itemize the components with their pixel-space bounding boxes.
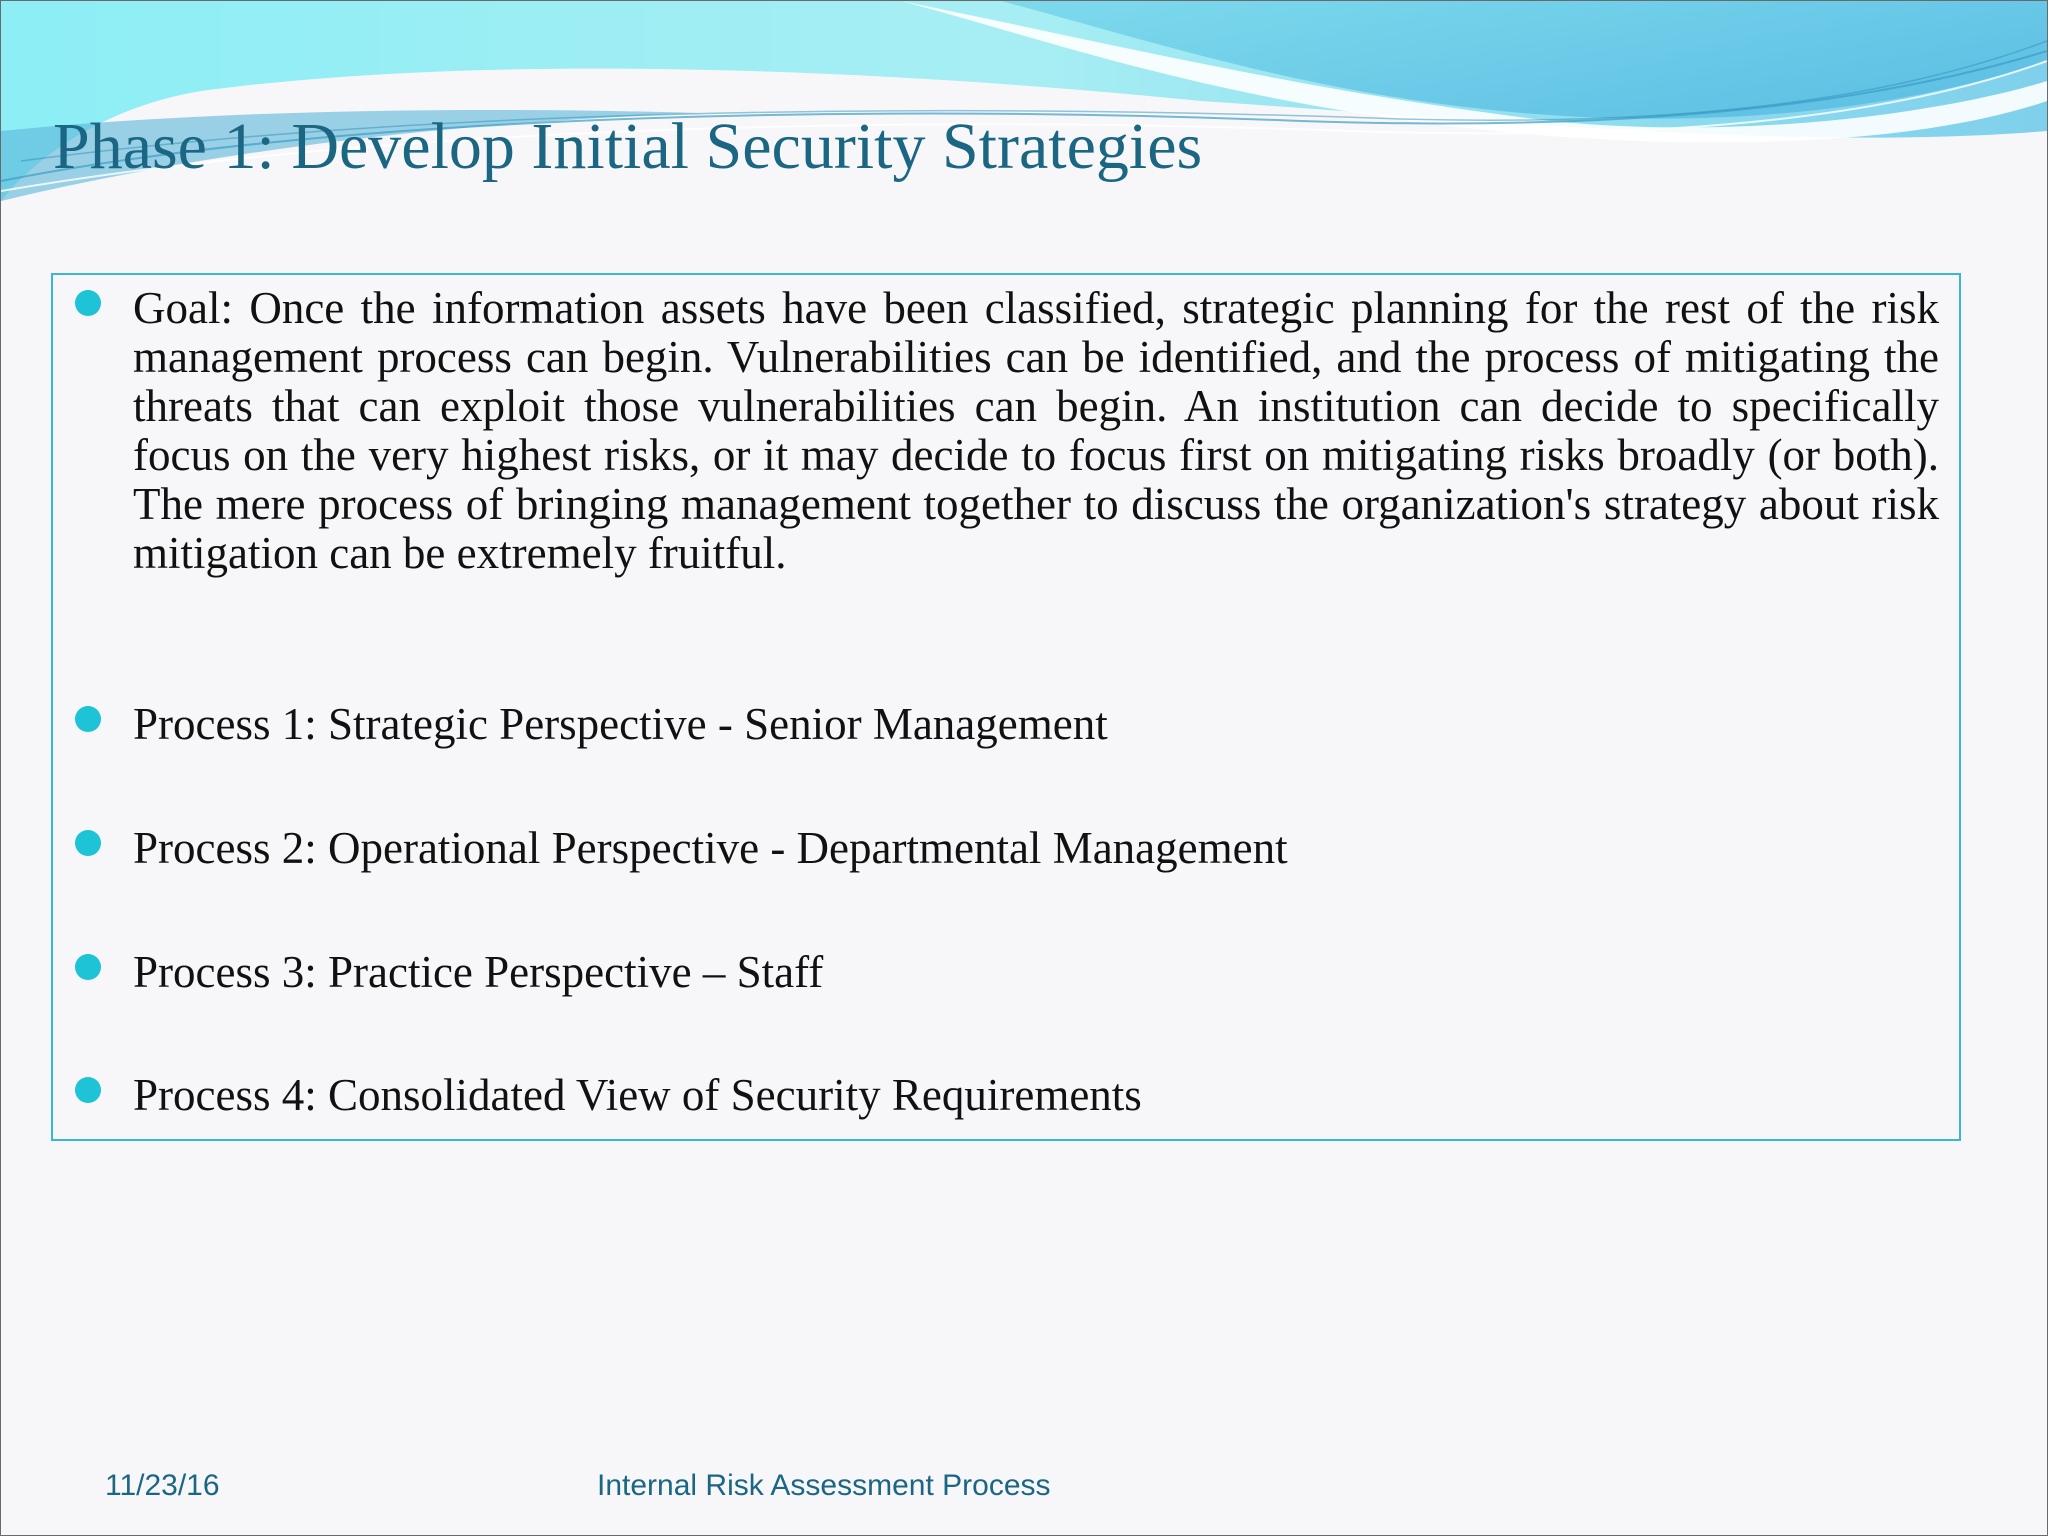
list-item-goal <box>83 284 1939 578</box>
process-4-text: Process 4: Consolidated View of Security Requirements <box>133 1070 1142 1120</box>
bullet-icon <box>75 1077 101 1103</box>
process-1-text: Process 1: Strategic Perspective - Senior Management <box>133 699 1108 749</box>
bullet-icon <box>75 954 101 980</box>
list-item-process-1 <box>83 696 1939 752</box>
bullet-icon <box>75 830 101 856</box>
bullet-icon <box>75 290 101 316</box>
process-3-text: Process 3: Practice Perspective – Staff <box>133 947 824 997</box>
bullet-icon <box>75 706 101 732</box>
goal-text: Goal: Once the information assets have been classified, strategic planning for the rest of the risk management process can begin. Vulnerabilities can be identified, and the process of mitigating the threats that can exploit those vulnerabilities can begin. An institution can decide to specifically focus on the very highest risks, or it may decide to focus first on mitigating risks broadly (or both). The mere process of bringing management together to discuss the organization's strategy about risk mitigation can be extremely fruitful. <box>133 283 1939 578</box>
process-2-text: Process 2: Operational Perspective - Departmental Management <box>133 823 1288 873</box>
list-item-process-3 <box>83 944 1939 1000</box>
footer-date: 11/23/16 <box>105 1469 220 1502</box>
footer-title: Internal Risk Assessment Process <box>597 1469 1051 1502</box>
list-item-process-2 <box>83 820 1939 876</box>
list-item-process-4 <box>83 1067 1939 1123</box>
slide-title: Phase 1: Develop Initial Security Strategies <box>53 110 1203 183</box>
